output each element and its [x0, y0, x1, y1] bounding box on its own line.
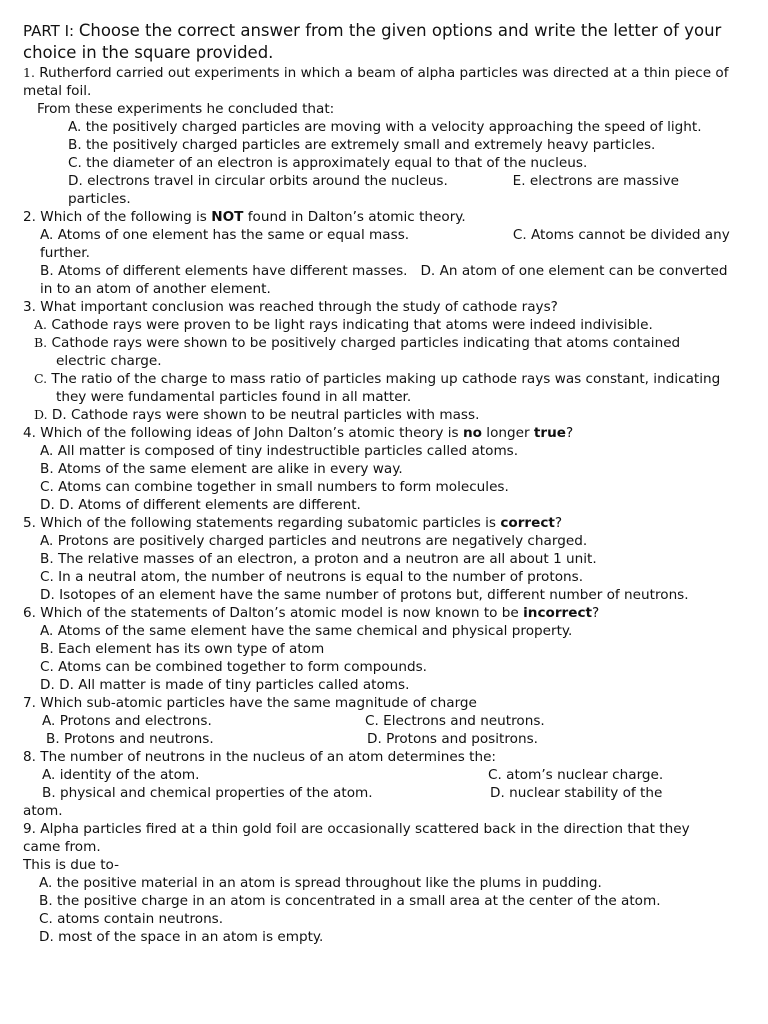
question-4-emphasis-1: no	[462, 425, 482, 441]
question-9	[23, 820, 730, 946]
question-4-text-end: ?	[566, 425, 574, 441]
question-3-option-c-text: The ratio of the charge to mass ratio of particles making up cathode rays was constant, indicating they were fundamental particles found in all matter.	[51, 371, 721, 405]
question-4	[23, 424, 730, 514]
question-7-stem: 7. Which sub-atomic particles have the same magnitude of charge	[23, 695, 477, 711]
question-1-option-d: D. electrons travel in circular orbits around the nucleus.	[68, 173, 448, 189]
question-1-text: Rutherford carried out experiments in which a beam of alpha particles was directed at a thin piece of metal foil.	[23, 65, 729, 99]
question-4-option-a: A. All matter is composed of tiny indestructible particles called atoms.	[40, 443, 519, 459]
question-7	[23, 694, 730, 748]
question-4-text-start: 4. Which of the following ideas of John Dalton’s atomic theory is	[23, 425, 463, 441]
question-2-option-c: C. Atoms cannot be divided any further.	[40, 227, 730, 261]
question-8	[23, 748, 730, 820]
question-2-text-start: 2. Which of the following is	[23, 209, 212, 225]
question-7-option-d: D. Protons and positrons.	[367, 731, 538, 747]
question-3-option-d	[23, 406, 730, 424]
question-3-stem: 3. What important conclusion was reached through the study of cathode rays?	[23, 299, 558, 315]
question-5-option-b: B. The relative masses of an electron, a proton and a neutron are all about 1 unit.	[40, 551, 597, 567]
question-1	[23, 64, 730, 208]
question-3-option-c-letter: C.	[34, 371, 48, 386]
question-7-options-ac	[23, 712, 730, 730]
question-5-text-start: 5. Which of the following statements regarding subatomic particles is	[23, 515, 501, 531]
question-5-stem	[23, 514, 730, 532]
question-2-option-b: B. Atoms of different elements have different masses.	[40, 263, 408, 279]
question-1-option-c: C. the diameter of an electron is approximately equal to that of the nucleus.	[68, 155, 588, 171]
question-6-text-start: 6. Which of the statements of Dalton’s atomic model is now known to be	[23, 605, 524, 621]
question-1-option-e: E. electrons are massive particles.	[68, 173, 680, 207]
question-6-stem	[23, 604, 730, 622]
question-3-option-b	[23, 334, 730, 370]
question-2	[23, 208, 730, 298]
question-9-lead: This is due to-	[23, 857, 120, 873]
question-4-emphasis-2: true	[533, 425, 567, 441]
question-8-option-d-wrap: atom.	[23, 803, 63, 819]
question-5-option-a: A. Protons are positively charged particles and neutrons are negatively charged.	[40, 533, 588, 549]
question-2-emphasis: NOT	[211, 209, 244, 225]
question-7-option-a: A. Protons and electrons.	[42, 713, 212, 729]
question-1-option-b: B. the positively charged particles are extremely small and extremely heavy particles.	[68, 137, 656, 153]
question-1-options-de	[23, 172, 730, 208]
question-3-option-a-text: Cathode rays were proven to be light rays indicating that atoms were indeed indivisible.	[51, 317, 653, 333]
question-6-emphasis: incorrect	[523, 605, 593, 621]
question-9-stem: 9. Alpha particles fired at a thin gold foil are occasionally scattered back in the direction that they came from.	[23, 821, 690, 855]
question-4-option-c: C. Atoms can combine together in small numbers to form molecules.	[40, 479, 509, 495]
question-7-option-c: C. Electrons and neutrons.	[365, 713, 545, 729]
question-5-text-end: ?	[554, 515, 563, 531]
question-5	[23, 514, 730, 604]
question-8-option-b: B. physical and chemical properties of the atom.	[42, 785, 373, 801]
question-5-option-c: C. In a neutral atom, the number of neutrons is equal to the number of protons.	[40, 569, 584, 585]
question-2-stem	[23, 208, 730, 226]
question-4-option-d: D. D. Atoms of different elements are different.	[40, 497, 361, 513]
question-8-option-c: C. atom’s nuclear charge.	[488, 767, 664, 783]
question-3-option-d-letter: D.	[34, 407, 48, 422]
question-4-option-b: B. Atoms of the same element are alike in every way.	[40, 461, 403, 477]
question-8-option-a: A. identity of the atom.	[42, 767, 200, 783]
question-7-option-b: B. Protons and neutrons.	[46, 731, 214, 747]
question-2-option-a: A. Atoms of one element has the same or equal mass.	[40, 227, 410, 243]
part-label: PART I:	[23, 22, 79, 40]
question-9-option-c: C. atoms contain neutrons.	[39, 911, 224, 927]
question-3-option-a-letter: A.	[34, 317, 48, 332]
question-9-option-a: A. the positive material in an atom is spread throughout like the plums in pudding.	[39, 875, 602, 891]
question-3-option-d-text: D. Cathode rays were shown to be neutral particles with mass.	[51, 407, 480, 423]
question-6	[23, 604, 730, 694]
question-3-option-b-text: Cathode rays were shown to be positively charged particles indicating that atoms contained electric charge.	[51, 335, 681, 369]
question-2-text-end: found in Dalton’s atomic theory.	[243, 209, 466, 225]
part-instruction: Choose the correct answer from the given options and write the letter of your choice in the square provided.	[23, 21, 722, 62]
question-1-option-a: A. the positively charged particles are moving with a velocity approaching the speed of light.	[68, 119, 702, 135]
question-2-option-d: D. An atom of one element can be converted in to an atom of another element.	[40, 263, 728, 297]
question-4-text-mid: longer	[481, 425, 534, 441]
question-1-number: 1.	[23, 65, 35, 80]
question-6-option-a: A. Atoms of the same element have the same chemical and physical property.	[40, 623, 573, 639]
question-8-stem: 8. The number of neutrons in the nucleus of an atom determines the:	[23, 749, 497, 765]
question-6-option-b: B. Each element has its own type of atom	[40, 641, 325, 657]
question-5-option-d: D. Isotopes of an element have the same number of protons but, different number of neutrons.	[40, 587, 689, 603]
question-3-option-c	[23, 370, 730, 406]
question-3-option-b-letter: B.	[34, 335, 48, 350]
question-5-emphasis: correct	[500, 515, 555, 531]
question-1-stem	[23, 64, 730, 100]
question-3	[23, 298, 730, 424]
question-4-stem	[23, 424, 730, 442]
part-heading	[23, 20, 730, 63]
question-6-option-d: D. D. All matter is made of tiny particles called atoms.	[40, 677, 410, 693]
question-6-option-c: C. Atoms can be combined together to form compounds.	[40, 659, 427, 675]
question-1-lead: From these experiments he concluded that:	[37, 101, 335, 117]
question-2-options-bd	[23, 262, 730, 298]
question-9-option-d: D. most of the space in an atom is empty.	[39, 929, 324, 945]
question-8-options-ac	[23, 766, 730, 784]
question-7-options-bd	[23, 730, 730, 748]
question-6-text-end: ?	[592, 605, 600, 621]
question-3-option-a	[23, 316, 730, 334]
question-9-option-b: B. the positive charge in an atom is concentrated in a small area at the center of the atom.	[39, 893, 661, 909]
question-8-option-d: D. nuclear stability of the	[490, 785, 663, 801]
question-2-options-ac	[23, 226, 730, 262]
question-8-options-bd	[23, 784, 730, 802]
